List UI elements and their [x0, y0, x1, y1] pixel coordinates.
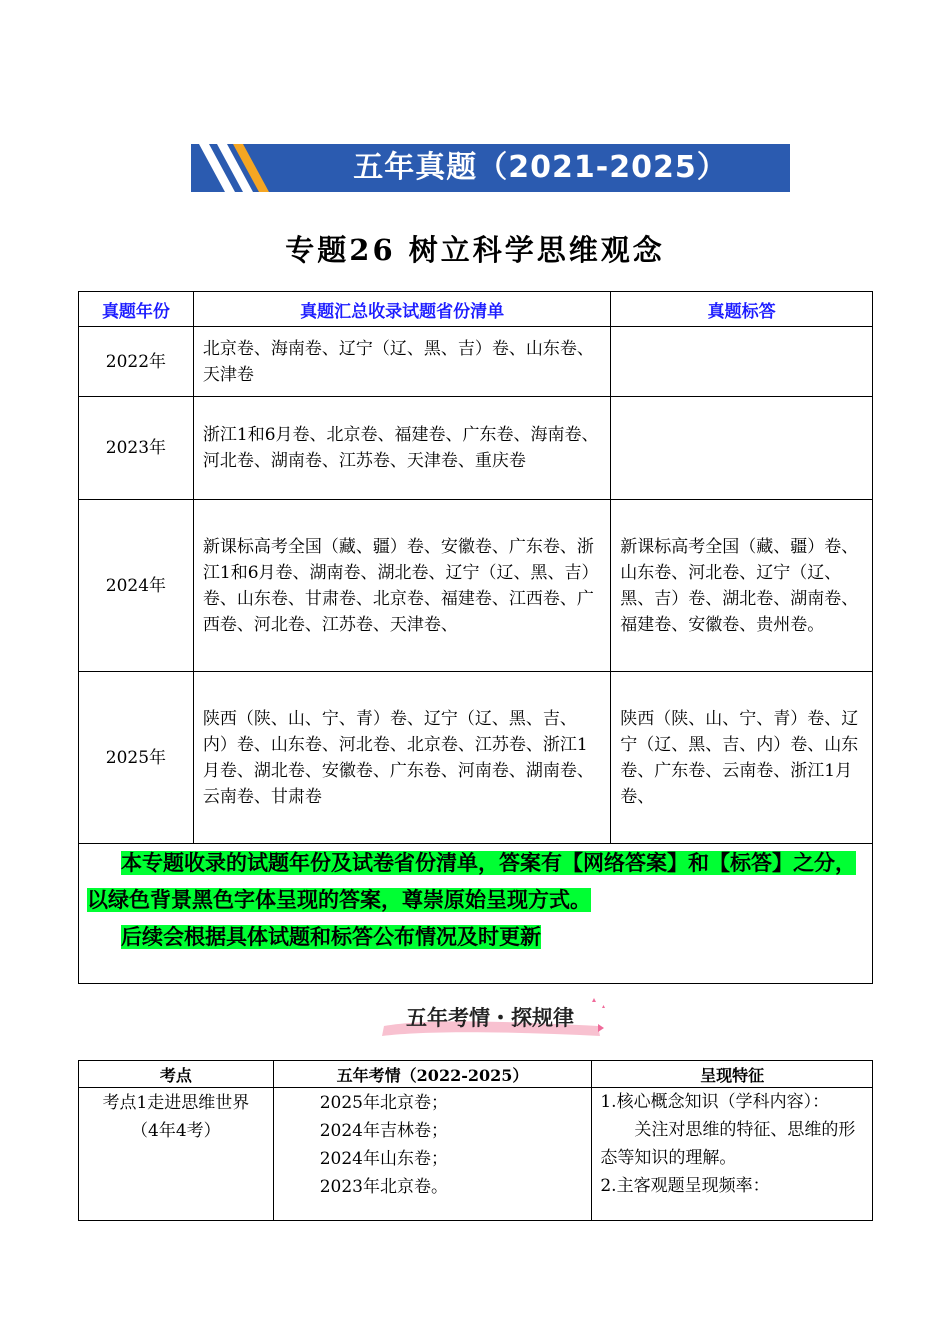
header-year: 真题年份	[79, 292, 194, 327]
topic-count: （4年4考）	[131, 1121, 221, 1141]
table-row	[79, 1088, 873, 1221]
note-cell	[79, 844, 873, 984]
note-paragraph-2	[87, 920, 862, 957]
row-answers: 陕西（陕、山、宁、青）卷、辽宁（辽、黑、吉、内）卷、山东卷、广东卷、云南卷、浙江1月卷、	[611, 672, 873, 844]
row-provinces: 北京卷、海南卷、辽宁（辽、黑、吉）卷、山东卷、天津卷	[193, 327, 610, 397]
feature-heading-2: 2.主客观题呈现频率：	[600, 1176, 770, 1196]
header-topic: 考点	[79, 1061, 274, 1088]
table-row	[79, 672, 873, 844]
row-provinces: 新课标高考全国（藏、疆）卷、安徽卷、广东卷、浙江1和6月卷、湖南卷、湖北卷、辽宁（辽、黑、吉）卷、山东卷、甘肃卷、北京卷、福建卷、江西卷、广西卷、河北卷、江苏卷、天津卷、	[193, 500, 610, 672]
page-title: 专题26 树立科学思维观念	[285, 233, 665, 267]
table-row	[79, 327, 873, 397]
row-provinces: 浙江1和6月卷、北京卷、福建卷、广东卷、海南卷、河北卷、湖南卷、江苏卷、天津卷、重庆卷	[193, 397, 610, 500]
exam-item: 2024年山东卷；	[319, 1149, 448, 1169]
table-row	[79, 500, 873, 672]
row-provinces: 陕西（陕、山、宁、青）卷、辽宁（辽、黑、吉、内）卷、山东卷、河北卷、北京卷、江苏卷、浙江1月卷、湖北卷、安徽卷、广东卷、河南卷、湖南卷、云南卷、甘肃卷	[193, 672, 610, 844]
row-answers	[611, 397, 873, 500]
feature-heading-1: 1.核心概念知识（学科内容）：	[600, 1092, 830, 1112]
exams-cell	[273, 1088, 592, 1221]
topic-name: 考点1走进思维世界	[102, 1093, 250, 1113]
note-row	[79, 844, 873, 984]
section-badge	[370, 996, 610, 1040]
banner-title: 五年真题（2021-2025）	[353, 150, 728, 185]
row-year: 2023年	[79, 397, 194, 500]
exam-item: 2025年北京卷；	[319, 1093, 448, 1113]
row-year: 2025年	[79, 672, 194, 844]
table-header-row	[79, 1061, 873, 1088]
exam-item: 2023年北京卷。	[319, 1177, 448, 1197]
row-year: 2022年	[79, 327, 194, 397]
table-header-row	[79, 292, 873, 327]
note-highlight-1: 本专题收录的试题年份及试卷省份清单，答案有【网络答案】和【标答】之分，以绿色背景黑色字体呈现的答案，尊崇原始呈现方式。	[87, 851, 856, 912]
exam-trend-table	[78, 1060, 873, 1221]
row-year: 2024年	[79, 500, 194, 672]
exam-item: 2024年吉林卷；	[319, 1121, 448, 1141]
row-answers: 新课标高考全国（藏、疆）卷、山东卷、河北卷、辽宁（辽、黑、吉）卷、湖北卷、湖南卷、福建卷、安徽卷、贵州卷。	[611, 500, 873, 672]
header-exams: 五年考情（2022-2025）	[273, 1061, 592, 1088]
note-paragraph-1	[87, 846, 862, 920]
section-title: 五年考情・探规律	[406, 1006, 574, 1030]
feature-text: 关注对思维的特征、思维的形态等知识的理解。	[600, 1120, 856, 1168]
header-banner	[191, 144, 790, 192]
note-highlight-2: 后续会根据具体试题和标答公布情况及时更新	[121, 925, 541, 949]
table-row	[79, 397, 873, 500]
header-features: 呈现特征	[592, 1061, 873, 1088]
row-answers	[611, 327, 873, 397]
header-provinces: 真题汇总收录试题省份清单	[193, 292, 610, 327]
header-answers: 真题标答	[611, 292, 873, 327]
banner-stripes-decoration	[191, 144, 281, 192]
features-cell	[592, 1088, 873, 1221]
topic-cell	[79, 1088, 274, 1221]
exam-list-table	[78, 291, 873, 984]
